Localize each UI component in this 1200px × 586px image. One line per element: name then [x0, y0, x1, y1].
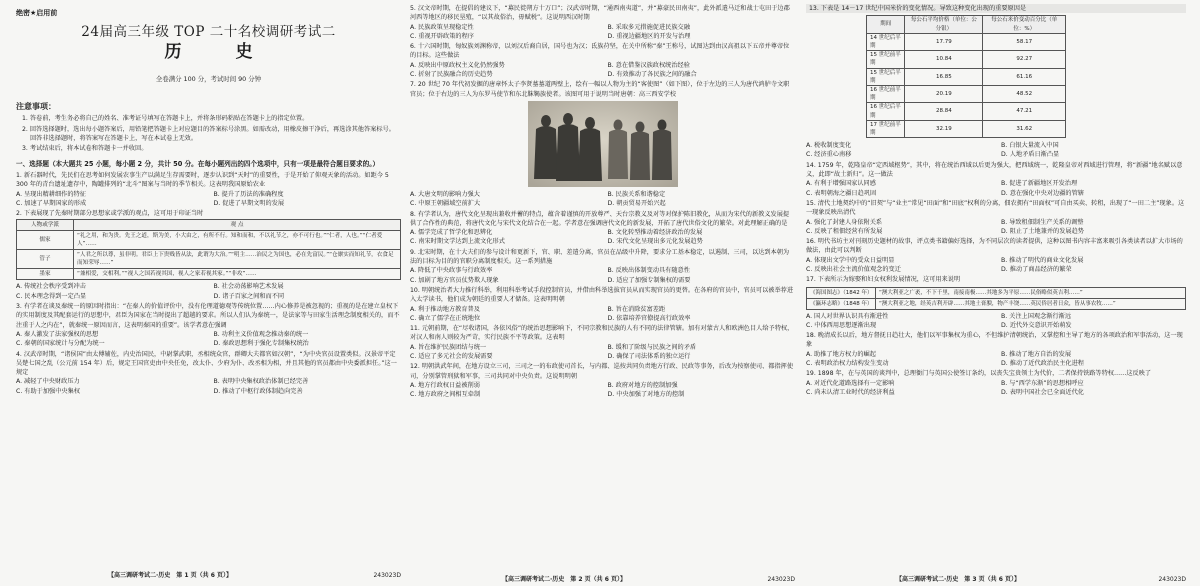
option-a[interactable]: A. 税收制度变化: [806, 142, 852, 150]
option-a[interactable]: A. 大唐文明的影响力强大: [410, 190, 480, 198]
score-line: 全卷满分 100 分，考试时间 90 分钟: [155, 74, 262, 83]
option-b[interactable]: B. 民族关系和谐稳定: [607, 190, 666, 198]
table-row: [867, 68, 1066, 85]
options: [410, 343, 795, 362]
option-d[interactable]: D. 中央加强了对地方的控制: [607, 391, 685, 399]
option-a[interactable]: A. 有利于增强国家认同感: [806, 180, 876, 188]
question-9: [410, 248, 795, 285]
option-d[interactable]: D. 确保了司法体系的独立运行: [607, 353, 691, 361]
options: [806, 350, 1186, 369]
question-18: [806, 331, 1186, 368]
page-2-column: [410, 0, 795, 586]
option-b[interactable]: B. 缓和了阶级与民族之间的矛盾: [607, 343, 697, 351]
question-19: [806, 369, 1186, 397]
footer-code: 243023D: [767, 575, 795, 583]
option-c[interactable]: C. 反映出社会主流价值观念的变迁: [806, 266, 901, 273]
option-b[interactable]: B. 意在借鉴汉族政权统治经验: [607, 61, 690, 69]
question-stem: 15. 清代土地契约中的“旧契”与“业主”常见“田面”和“田底”权利的分离，佃农拥有“田面权”可自由买卖、转租，出现了“一田二主”现象。这一现象反映出清代: [806, 199, 1185, 217]
question-stem: 14. 1759 年，乾隆皇帝“定西域枢势”，其中，将在统治西域以后更为强大，把西域统一，乾隆皇帝对西域进行管理，将“新疆”地名赋以意义，此即“故土新归”。这一做法: [806, 161, 1183, 179]
table-row: [867, 33, 1066, 50]
footer-label: 【高三调研考试二·历史 第 1 页（共 6 页）】: [108, 571, 232, 579]
table-header: 观 点: [74, 220, 401, 231]
section-heading: 一、选择题（本大题共 25 小题，每小题 2 分，共计 50 分。在每小题列出的四个选项中，只有一项是最符合题目要求的。）: [16, 159, 380, 168]
option-a[interactable]: A. 反映出中原政权主义化仍然强势: [410, 61, 505, 69]
table-cell: 92.27: [983, 51, 1066, 68]
options: [806, 379, 1186, 398]
table-cell-view: “人君之所以尊，虽非明。君臣上下贵贱皆从法，此谓为大治。”“明主……治民之为国也，必在先富民。”“仓廪实而知礼节，衣食足而知荣辱……”: [74, 250, 401, 269]
table-cell: 61.16: [983, 68, 1066, 85]
table-cell: 15 世纪后半期: [867, 68, 905, 85]
option-d[interactable]: D. 朝贡贸易开始兴起: [607, 200, 666, 208]
table-cell-view: “兼相爱，交相利。”“视人之国若视其国，视人之家若视其家。”“非攻”……: [74, 269, 401, 280]
footer-label: 【高三调研考试二·历史 第 2 页（共 6 页）】: [502, 575, 626, 583]
notice-item: 1. 答卷前，考生务必将自己的姓名、准考证号填写在答题卡上，并将条形码粘贴在答题卡上的指定位置。: [22, 115, 309, 123]
option-d[interactable]: D. 表明中国社会已全面近代化: [1001, 388, 1084, 396]
option-c[interactable]: C. 适应了多元社会的发展需要: [410, 353, 493, 361]
option-a[interactable]: A. 儒学完成了哲学化和思辨化: [410, 229, 493, 237]
question-10: [410, 286, 795, 323]
table-row: [867, 51, 1066, 68]
question-stem: 19. 1898 年，在与英国的谈判中，总理衙门与英国公使签订条约，以丧失宝贵领土为代价，二者保持铁路等特权……这反映了: [806, 370, 1152, 378]
question-stem: 3. 有学者在谈及秦统一的原因时指出：“在秦人的价值评价中，没有伦理道德观等传统位置……内心修养是被忽视的；重视的是在建立皇权下的实用制度及其配套运行的思想中，君臣为国家在当时提出了超越的要求。所以人们认为秦统一，是法家等与田家生活理念制度相关的，而不注重于人之内在”，就秦统一原因而言，这表明秦国的重要”。该学者意在强调: [16, 303, 400, 329]
question-12: [410, 362, 795, 399]
geography-books-table: [806, 287, 1186, 310]
table-cell-school: 墨家: [17, 269, 74, 280]
option-d[interactable]: D. 适应了加强专制集权的需要: [607, 276, 691, 284]
table-cell: 20.19: [905, 85, 983, 102]
options: [410, 61, 795, 80]
question-6: [410, 42, 795, 79]
table-cell: 17 世纪前半期: [867, 120, 905, 137]
option-b[interactable]: B. 旨在消除贫富差距: [607, 305, 666, 313]
question-stem: 5. 汉文帝时期，在提倡的建议下，“募民徙朔方十万口”；汉武帝时期，“通西南夷道”，并“募豪民田南夷”，此外派遣马迁和战士屯田于边郡河西等地区的移民垦殖，“以其故俗治，毋赋税”。这说明西汉时期: [410, 5, 790, 22]
secret-label: 绝密★启用前: [16, 9, 58, 17]
page-3-column: [806, 0, 1186, 586]
option-a[interactable]: A. 利于推动地方教育普及: [410, 305, 480, 313]
option-b[interactable]: B. 推动了地方自治的发展: [1001, 350, 1072, 358]
option-c[interactable]: C. 折射了民族融合的历史趋势: [410, 71, 493, 79]
table-cell: 31.62: [983, 120, 1066, 137]
question-11: [410, 324, 795, 361]
option-c[interactable]: C. 中体西用思想逐渐出现: [806, 321, 877, 329]
option-a[interactable]: A. 秦人激发了法家强权的思想: [16, 330, 99, 338]
table-row: [867, 103, 1066, 120]
option-c[interactable]: C. 加剧了地方官员仗势欺人现象: [410, 276, 499, 284]
table-cell-source: 《海国图志》（1842 年）: [807, 287, 876, 298]
option-c[interactable]: C. 尚未认清工业时代的经济利益: [806, 388, 895, 396]
options: [410, 23, 795, 42]
option-a[interactable]: A. 呈现出精耕细作的特征: [16, 190, 86, 198]
option-d[interactable]: D. 推动了中枢行政体制趋向完善: [213, 387, 303, 395]
options: [410, 266, 795, 285]
option-c[interactable]: C. 南宋时期文学达到上流文化形式: [410, 238, 505, 246]
options: [806, 218, 1186, 237]
table-row: [867, 85, 1066, 102]
option-a[interactable]: A. 民族政策呈现稳定性: [410, 23, 474, 31]
footer-code: 243023D: [1158, 575, 1186, 583]
question-stem: 1. 新石器时代，先民们在思考如何发展农事生产以满足生存需要时，逐步认识到“天时”的重要性，于是开始了仰观天象的活动。如距今 5 300 年的青台遗址遗存中，陶罐排列的“北斗”图案与当时的季节相关。这表明我国原始农业: [16, 171, 389, 189]
table-cell-school: 儒家: [17, 231, 74, 250]
footer-code: 243023D: [373, 571, 401, 579]
option-c[interactable]: C. 有助于加强中央集权: [16, 387, 80, 395]
question-4: [16, 350, 401, 396]
question-stem: 13. 下表是 14－17 世纪中国米价的变化情况。导致这种变化出现的重要原因是: [806, 4, 1186, 13]
exam-title: 24届高三年级 TOP 二十名校调研考试二: [81, 24, 336, 41]
schools-table: [16, 219, 401, 280]
question-8: [410, 210, 795, 247]
option-d[interactable]: D. 重视边疆地区的开发与治理: [607, 32, 691, 40]
options: [16, 190, 401, 209]
table-cell: 16.85: [905, 68, 983, 85]
option-d[interactable]: D. 促进了早期文明的发展: [213, 199, 285, 207]
options: [410, 228, 795, 247]
table-cell-text: “澳大利亚之地，经英吉利开辟……其地土膏腴，物产丰饶……英民侨居者日众，皆从事农牧……”: [876, 298, 1186, 309]
option-c[interactable]: C. 反映了租佃经营有所发展: [806, 227, 883, 235]
option-d[interactable]: D. 诸子百家之间和而不同: [213, 292, 285, 300]
page-footer: [16, 571, 401, 580]
page-1-column: [16, 0, 401, 586]
subject-title: 历 史: [164, 41, 277, 62]
option-c[interactable]: C. 秦朝的国家统计与分配为统一: [16, 340, 105, 348]
option-c[interactable]: C. 确立了儒学在正统地位: [410, 314, 481, 322]
options: [806, 312, 1186, 331]
question-15: [806, 199, 1186, 236]
option-a[interactable]: A. 体现出文学中的受众日益明显: [806, 256, 895, 264]
option-d[interactable]: D. 有效推动了各民族之间的融合: [607, 71, 697, 79]
table-cell: 48.52: [983, 85, 1066, 102]
envoy-mural-image: [528, 101, 678, 187]
question-stem: 9. 北宋时期，在十大夫们的参与设计和更新下，官、职、差遣分离，官员在品级中升降，要求分工基本稳定，以遏制、三司，以达到本朝为法的目标为目的的官职分离制度相关。这一系列措施: [410, 248, 790, 266]
option-d[interactable]: D. 人地矛盾日渐凸显: [1001, 151, 1060, 159]
table-row: [17, 269, 401, 280]
page-footer: [806, 575, 1186, 584]
table-cell: 58.17: [983, 33, 1066, 50]
option-b[interactable]: B. 文化转型推动着经济政治的发展: [607, 229, 703, 237]
question-stem: 17. 下表所示为嫁娶和妇女权利发展情况，这可用来说明: [806, 276, 961, 284]
option-b[interactable]: B. 政府对地方的控制加强: [607, 381, 678, 389]
option-b[interactable]: B. 提升了历法的准确程度: [213, 190, 284, 198]
notice-title: 注意事项：: [16, 102, 56, 112]
option-b[interactable]: B. 与“西学东渐”的思想相呼应: [1001, 379, 1084, 387]
question-stem: 4. 汉武帝时期，“诸侯国”由太傅辅佐，内史治国民，中尉掌武职，丞相统众官，群卿大夫都官如汉朝”，“为中央官员设置类似。汉景帝平定吴楚七国之乱（公元前 154 年）后，规定王国官吏由中央任免，改太仆、少府为仆、改丞相为相，并且其他的官员都由中央委派担任。”这一规定: [16, 350, 397, 377]
question-stem: 8. 有学者认为，唐代文化呈现出兼收并蓄的特点，蕴含着谨慎的开放尊严、天台宗教义及对等对保护陈旧教化，从而为宋代的新教义发展提供了合作性的典范，将唐代文化与宋代文化结合在一起。学者意在强调唐代文化的新发展，开拓了唐代世俗文化的繁荣。对此理解正确的是: [410, 210, 790, 227]
option-a[interactable]: A. 传统社会秩序受到冲击: [16, 283, 86, 291]
option-d[interactable]: D. 推动了商品经济的繁荣: [1001, 266, 1072, 273]
option-c[interactable]: C. 表明政治权力结构发生变动: [806, 360, 889, 368]
option-b[interactable]: B. 反映出体制变动具有随意性: [607, 267, 690, 275]
table-row: [807, 287, 1186, 298]
option-b[interactable]: B. 导致租佃制生产关系的调整: [1001, 218, 1084, 226]
table-row: [17, 250, 401, 269]
rice-price-table: [866, 15, 1066, 138]
table-cell-school: 管子: [17, 250, 74, 269]
question-17: [806, 275, 1186, 330]
table-cell-source: 《瀛环志略》（1848 年）: [807, 298, 876, 309]
option-a[interactable]: A. 地方行政权日益被削弱: [410, 381, 480, 389]
question-16: [806, 237, 1186, 274]
question-stem: 16. 明代书坊主对刊刻历史题材的故事，评点类书籍偏好选择，为不同层次的读者提供，这种以图书内容丰富来吸引各类读者以扩大市场的做法，由此可以判断: [806, 238, 1183, 255]
question-stem: 18. 晚清成长以后，地方督抚日趋壮大，他们以军事集权为重心，不但维护清朝统治，又掌控和主导了地方的各项政治和军事活动，这一现象: [806, 332, 1183, 349]
page-footer: [410, 575, 795, 584]
question-stem: 12. 明朝洪武年间，在地方设立三司，三司之一的布政使司首长，与内都、巡按共同负责地方行政、民政等事务，后改为按察使司、都指挥使司，分别掌管刑狱和军事，三司共同对中央负责。这说明明朝: [410, 363, 794, 380]
option-b[interactable]: B. 白银大量流入中国: [1001, 142, 1059, 150]
notice-item: 3. 考试结束后，将本试卷和答题卡一并收回。: [22, 145, 148, 153]
question-14: [806, 161, 1186, 198]
option-c[interactable]: C. 加速了早期国家的形成: [16, 199, 87, 207]
question-stem: 7. 20 世纪 70 年代初发掘的唐章怀太子李贤墓墓道两壁上，绘有一幅以人物为主的“客使图”（如下图），位于左边的三人为唐代鸿胪寺文职官员；位于右边的三人为东罗马使节和东北靺鞨族使者。该图可用于说明当时唐朝：高三西安学校: [410, 81, 790, 98]
table-cell: 15 世纪前半期: [867, 51, 905, 68]
option-b[interactable]: B. 社会动荡影响艺术发展: [213, 283, 284, 291]
option-c[interactable]: C. 中原王朝疆域空前扩大: [410, 200, 481, 208]
option-c[interactable]: C. 经济重心南移: [806, 151, 852, 159]
question-3: [16, 302, 401, 348]
option-a[interactable]: A. 减轻了中央财政压力: [16, 378, 80, 386]
option-a[interactable]: A. 强化了封建人身依附关系: [806, 218, 883, 226]
notice-block: [16, 102, 401, 153]
options: [410, 190, 795, 209]
options: [16, 282, 401, 301]
table-cell: 28.84: [905, 103, 983, 120]
table-row: [807, 298, 1186, 309]
notice-item: 2. 回答选择题时，选出每小题答案后，用铅笔把答题卡上对应题目的答案标号涂黑。如需改动，用橡皮擦干净后，再选涂其他答案标号。回答非选择题时，将答案写在答题卡上，写在本试卷上无效。: [22, 125, 395, 143]
table-cell: 10.84: [905, 51, 983, 68]
question-2: [16, 209, 401, 301]
option-b[interactable]: B. 促进了新疆地区开发治理: [1001, 180, 1078, 188]
option-b[interactable]: B. 功利主义价值观念推动秦的统一: [213, 330, 309, 338]
option-c[interactable]: C. 地方政府之间相互牵制: [410, 391, 481, 399]
option-d[interactable]: D. 依靠培养官僚提高行政效率: [607, 314, 691, 322]
option-d[interactable]: D. 近代外交意识开始萌发: [1001, 321, 1072, 329]
option-d[interactable]: D. 秦政思想利于强化专制集权统治: [213, 340, 309, 348]
options: [806, 256, 1186, 275]
option-a[interactable]: A. 国人对世界认识具有渐进性: [806, 312, 889, 320]
option-c[interactable]: C. 重视开辟政策的程序: [410, 32, 474, 40]
question-stem: 11. 元朝前期，在“尽收诸国，各依风俗”的统治思想影响下，不同宗教和民族的人有不同的法律管辖。加有对蒙古人和欧洲色目人给予特权，对汉人和南人则较为严苛，实行民族不平等政策。这表明: [410, 325, 794, 342]
table-row: [867, 120, 1066, 137]
option-c[interactable]: C. 表明朝海之疆日趋巩固: [806, 189, 877, 197]
option-d[interactable]: D. 阻止了土地兼并的发展趋势: [1001, 227, 1084, 235]
option-a[interactable]: A. 降低了中央政事与行政效率: [410, 267, 493, 275]
question-13: [806, 4, 1186, 160]
options: [410, 305, 795, 324]
option-b[interactable]: B. 采取多元措施促进民族交融: [607, 23, 690, 31]
question-stem: 6. 十六国时期，匈奴族刘渊称帝，以刘汉后裔自居，国号也为汉；氐族苻坚，在关中所称“秦”王称号，试图达到由汉高祖以下五帝并尊帝位的目标。这些做法: [410, 43, 790, 60]
table-cell: 16 世纪前半期: [867, 85, 905, 102]
table-row: [17, 231, 401, 250]
options: [16, 330, 401, 349]
table-header: 每公石平均价格（单位：公分银）: [905, 16, 983, 33]
option-b[interactable]: B. 推动了明代的商业文化发展: [1001, 256, 1084, 264]
option-d[interactable]: D. 宋代文化呈现出多元化发展趋势: [607, 238, 703, 246]
question-7: [410, 80, 795, 208]
table-cell-view: “礼之用，和为贵。先王之道，斯为美，小大由之，有所不行。知和而和，不以礼节之，亦不可行也。”“仁者，人也。”“仁者爱人”……: [74, 231, 401, 250]
options: [806, 141, 1186, 160]
option-a[interactable]: A. 对近代化道路选择有一定影响: [806, 379, 895, 387]
option-d[interactable]: D. 意在强化中央对边疆的管辖: [1001, 189, 1084, 197]
question-stem: 2. 下表展现了先秦时期部分思想家或学派的观点，这可用于印证当时: [16, 210, 204, 218]
option-a[interactable]: A. 旨在维护民族团结与统一: [410, 343, 487, 351]
option-a[interactable]: A. 助推了地方权力的崛起: [806, 350, 876, 358]
table-header: 期间: [867, 16, 905, 33]
table-cell: 16 世纪后半期: [867, 103, 905, 120]
table-cell: 14 世纪后半期: [867, 33, 905, 50]
question-5: [410, 4, 795, 41]
option-c[interactable]: C. 民本理念得到一定凸显: [16, 292, 87, 300]
table-header: 人物或学派: [17, 220, 74, 231]
question-stem: 10. 明朝统治者大力推行科举，利用科举考试手段控制官员，并借由科举选拔官员从而实现官员的更替。在各府的官员中，官员可以被举荐进入太学读书，他们成为朝廷的重要人才储备。这表明明朝: [410, 286, 794, 304]
options: [410, 381, 795, 400]
footer-label: 【高三调研考试二·历史 第 3 页（共 6 页）】: [896, 575, 1020, 583]
options: [16, 377, 401, 396]
table-header: 每公石米价变动百分比（单位：%）: [983, 16, 1066, 33]
option-b[interactable]: B. 关注上国观念渐行渐远: [1001, 312, 1072, 320]
question-1: [16, 171, 401, 208]
table-cell: 17.79: [905, 33, 983, 50]
table-cell-text: “澳大利亚之广袤，不下千里，南接南极……其地多为平原……民俗略似英吉利……”: [876, 287, 1186, 298]
table-cell: 32.19: [905, 120, 983, 137]
option-b[interactable]: B. 表明中央集权政治体制已经完善: [213, 378, 309, 386]
option-d[interactable]: D. 推动了近代政治民主化进程: [1001, 360, 1084, 368]
options: [806, 179, 1186, 198]
table-cell: 47.21: [983, 103, 1066, 120]
